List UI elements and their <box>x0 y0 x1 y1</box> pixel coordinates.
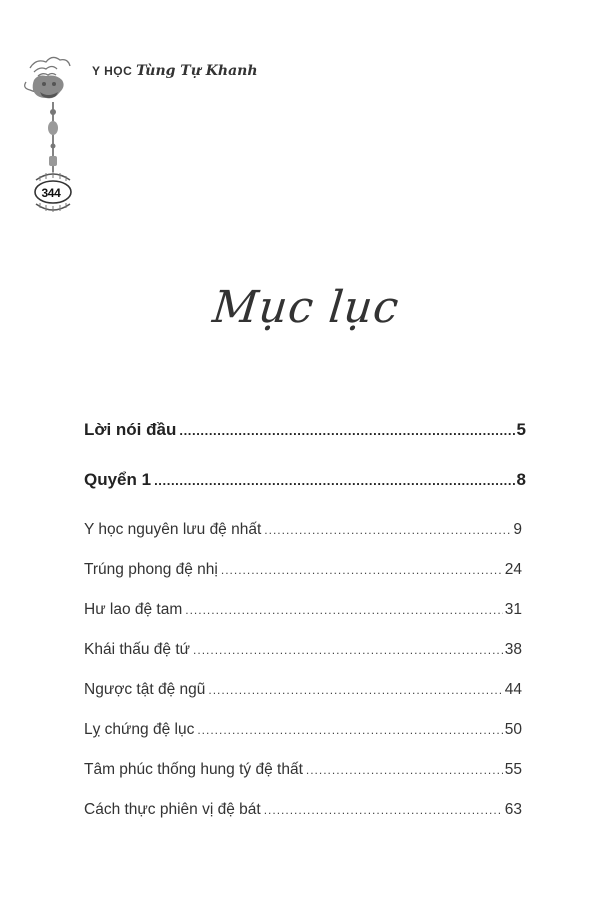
toc-entry[interactable] <box>84 681 522 699</box>
dot-leader <box>185 603 502 617</box>
dot-leader <box>264 523 511 537</box>
toc-entry-title: Ngược tật đệ ngũ <box>84 681 206 698</box>
dot-leader <box>208 683 502 697</box>
page-header <box>0 0 612 230</box>
toc-entry-title: Lỵ chứng đệ lục <box>84 721 195 738</box>
toc-entry[interactable] <box>84 521 522 539</box>
dot-leader <box>306 763 503 777</box>
dot-leader <box>154 473 514 488</box>
toc-entry-page: 31 <box>504 601 522 618</box>
toc-entry-page: 24 <box>504 561 522 578</box>
toc-entry-page: 8 <box>516 470 526 489</box>
toc-entry-title: Trúng phong đệ nhị <box>84 561 218 578</box>
toc-entry[interactable] <box>84 721 522 739</box>
toc-entry[interactable] <box>84 420 526 440</box>
toc-entry-title: Y học nguyên lưu đệ nhất <box>84 521 262 538</box>
toc-entry-page: 38 <box>504 641 522 658</box>
toc-entry[interactable] <box>84 470 526 490</box>
toc-entry-page: 9 <box>513 521 522 538</box>
dot-leader <box>221 563 503 577</box>
toc-entry-page: 44 <box>504 681 522 698</box>
series-title-prefix: Y HỌC <box>92 64 133 78</box>
toc-entry-title: Hư lao đệ tam <box>84 601 183 618</box>
toc-entry-title: Lời nói đầu <box>84 420 177 439</box>
toc-entry-page: 63 <box>504 801 522 818</box>
toc-entry-title: Quyển 1 <box>84 470 152 489</box>
dot-leader <box>197 723 502 737</box>
toc-entry-page: 5 <box>516 420 526 439</box>
toc-entry[interactable] <box>84 761 522 779</box>
toc-entry-page: 50 <box>504 721 522 738</box>
dot-leader <box>179 423 514 438</box>
dot-leader <box>193 643 503 657</box>
toc-entry-title: Tâm phúc thống hung tý đệ thất <box>84 761 303 778</box>
toc-entry-page: 55 <box>504 761 522 778</box>
series-title <box>92 63 258 79</box>
toc-entry-title: Cách thực phiên vị đệ bát <box>84 801 261 818</box>
toc-entry[interactable] <box>84 641 522 659</box>
toc-entry-title: Khái thấu đệ tứ <box>84 641 191 658</box>
page-number: 344 <box>41 186 61 200</box>
toc-entry[interactable] <box>84 561 522 579</box>
series-title-script: Tùng Tự Khanh <box>136 63 258 79</box>
dot-leader <box>264 803 503 817</box>
toc-entry[interactable] <box>84 801 522 819</box>
toc-heading: Mục lục <box>210 282 402 333</box>
toc-entry[interactable] <box>84 601 522 619</box>
